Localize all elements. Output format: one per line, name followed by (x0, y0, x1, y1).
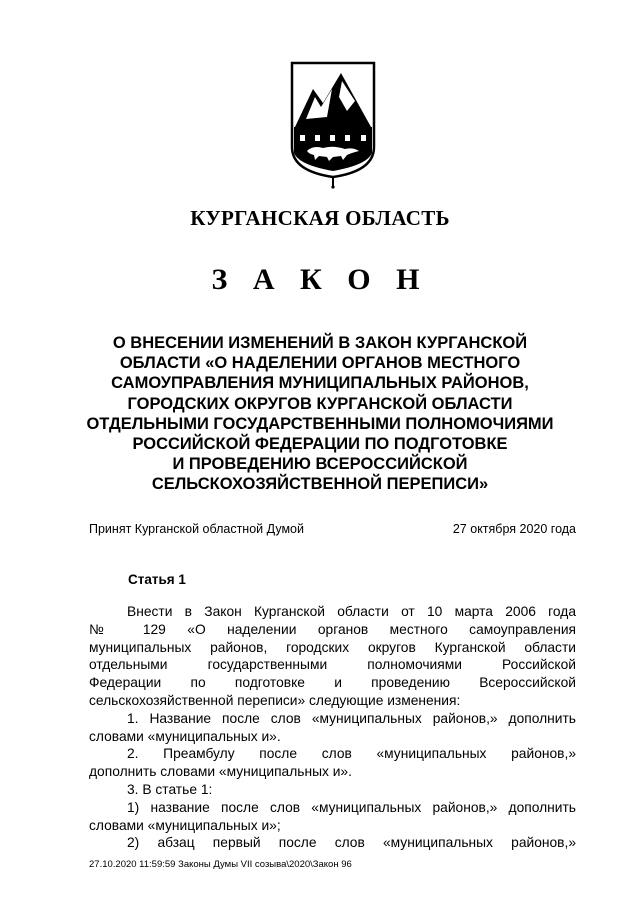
paragraph-line: 2. Преамбулу после слов «муниципальных районов,» (127, 746, 576, 762)
title-line: О ВНЕСЕНИИ ИЗМЕНЕНИЙ В ЗАКОН КУРГАНСКОЙ (112, 334, 528, 352)
adoption-date: 27 октября 2020 года (452, 522, 576, 536)
paragraph-line: № 129 «О наделении органов местного самоуправления (89, 621, 576, 637)
document-type-heading: З А К О Н (211, 263, 429, 296)
paragraph-line: муниципальных районов, городских округов Курганской области (89, 639, 576, 655)
paragraph-line: Федерации по подготовке и проведению Всероссийской (89, 675, 576, 691)
law-title (60, 333, 580, 495)
title-line: ОТДЕЛЬНЫМИ ГОСУДАРСТВЕННЫМИ ПОЛНОМОЧИЯМИ (86, 414, 554, 433)
article-heading: Статья 1 (128, 572, 186, 587)
title-line: ГОРОДСКИХ ОКРУГОВ КУРГАНСКОЙ ОБЛАСТИ (127, 394, 513, 413)
paragraph-line: 1) название после слов «муниципальных районов,» дополнить (127, 799, 576, 815)
adopted-by: Принят Курганской областной Думой (89, 522, 304, 536)
article-body (89, 603, 576, 852)
paragraph-line: 3. В статье 1: (127, 781, 213, 797)
paragraph-line: дополнить словами «муниципальных и». (89, 764, 352, 780)
paragraph-line: сельскохозяйственной переписи» следующие изменения: (89, 692, 461, 708)
paragraph-line: словами «муниципальных и»; (89, 817, 281, 833)
region-name: КУРГАНСКАЯ ОБЛАСТЬ (190, 206, 450, 230)
title-line: РОССИЙСКОЙ ФЕДЕРАЦИИ ПО ПОДГОТОВКЕ (132, 435, 508, 454)
paragraph-line: отдельными государственными полномочиями Российской (89, 657, 576, 673)
title-line: САМОУПРАВЛЕНИЯ МУНИЦИПАЛЬНЫХ РАЙОНОВ, (111, 374, 529, 393)
paragraph-line: 2) абзац первый после слов «муниципальных районов,» (127, 835, 576, 851)
paragraph-line: 1. Название после слов «муниципальных районов,» дополнить (127, 710, 576, 726)
footer-file-path: 27.10.2020 11:59:59 Законы Думы VII созыва\2020\Закон 96 (89, 859, 352, 870)
paragraph-line: Внести в Закон Курганской области от 10 марта 2006 года (127, 604, 576, 619)
title-line: И ПРОВЕДЕНИЮ ВСЕРОССИЙСКОЙ (172, 455, 468, 474)
title-line: СЕЛЬСКОХОЗЯЙСТВЕННОЙ ПЕРЕПИСИ» (151, 475, 489, 494)
title-line: ОБЛАСТИ «О НАДЕЛЕНИИ ОРГАНОВ МЕСТНОГО (119, 354, 521, 373)
coat-of-arms-icon (289, 61, 377, 189)
paragraph-line: словами «муниципальных и». (89, 728, 281, 744)
